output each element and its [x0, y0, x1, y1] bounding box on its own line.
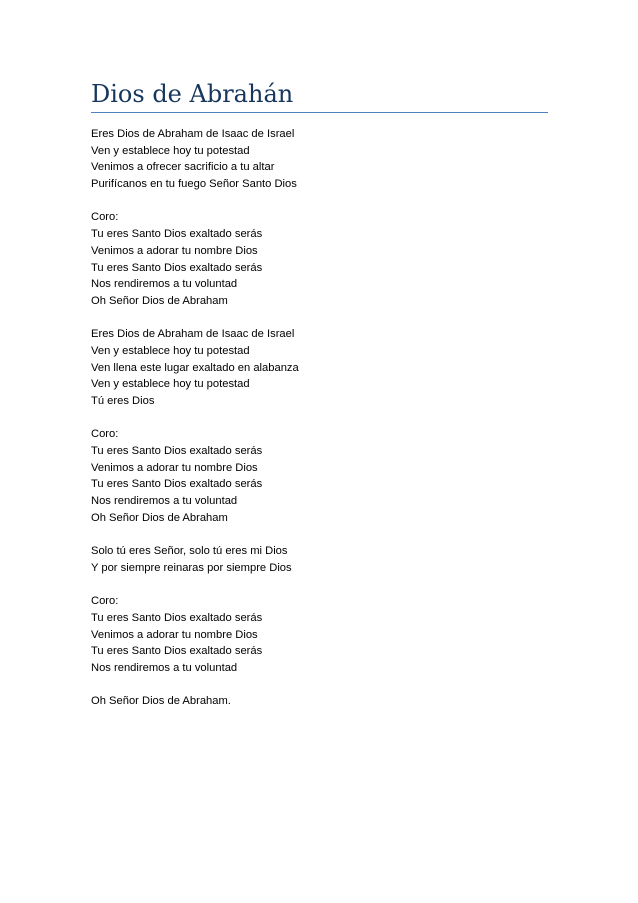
blank-line [91, 193, 548, 210]
title-underline [91, 112, 548, 113]
lyric-line: Coro: [91, 595, 119, 608]
lyric-line: Tu eres Santo Dios exaltado serás [91, 478, 263, 491]
lyric-line: Purifícanos en tu fuego Señor Santo Dios [91, 178, 297, 191]
lyric-line: Oh Señor Dios de Abraham [91, 294, 228, 307]
blank-line [91, 527, 548, 544]
lyric-line: Tu eres Santo Dios exaltado serás [91, 261, 263, 274]
document-title: Dios de Abrahán [91, 80, 294, 108]
lyric-line: Tú eres Dios [91, 395, 155, 407]
lyric-line: Ven y establece hoy tu potestad [91, 144, 250, 157]
lyric-line: Venimos a adorar tu nombre Dios [91, 461, 258, 474]
lyric-line: Nos rendiremos a tu voluntad [91, 278, 238, 291]
lyric-line: Tu eres Santo Dios exaltado serás [91, 228, 263, 241]
lyric-line: Coro: [91, 428, 119, 441]
lyric-line: Venimos a adorar tu nombre Dios [91, 628, 258, 641]
lyric-line: Tu eres Santo Dios exaltado serás [91, 645, 263, 658]
blank-line [91, 577, 548, 594]
lyric-line: Venimos a adorar tu nombre Dios [91, 244, 258, 257]
lyric-line: Nos rendiremos a tu voluntad [91, 662, 238, 674]
lyric-line: Ven y establece hoy tu potestad [91, 344, 250, 357]
lyric-line: Oh Señor Dios de Abraham. [91, 695, 231, 708]
lyric-line: Ven llena este lugar exaltado en alabanza [91, 361, 299, 374]
lyric-line: Solo tú eres Señor, solo tú eres mi Dios [91, 545, 288, 558]
lyric-line: Tu eres Santo Dios exaltado serás [91, 611, 263, 624]
lyric-line: Coro: [91, 211, 119, 224]
lyric-line: Eres Dios de Abraham de Isaac de Israel [91, 128, 295, 140]
lyric-line: Eres Dios de Abraham de Isaac de Israel [91, 328, 295, 341]
lyric-line: Y por siempre reinaras por siempre Dios [91, 561, 292, 574]
lyric-line: Ven y establece hoy tu potestad [91, 378, 250, 391]
lyric-line: Tu eres Santo Dios exaltado serás [91, 445, 263, 458]
lyric-line: Nos rendiremos a tu voluntad [91, 495, 238, 508]
lyric-line: Venimos a ofrecer sacrificio a tu altar [91, 161, 275, 174]
blank-line [91, 310, 548, 327]
lyric-line: Oh Señor Dios de Abraham [91, 511, 228, 524]
blank-line [91, 410, 548, 427]
blank-line [91, 677, 548, 694]
lyrics-body [91, 126, 548, 710]
